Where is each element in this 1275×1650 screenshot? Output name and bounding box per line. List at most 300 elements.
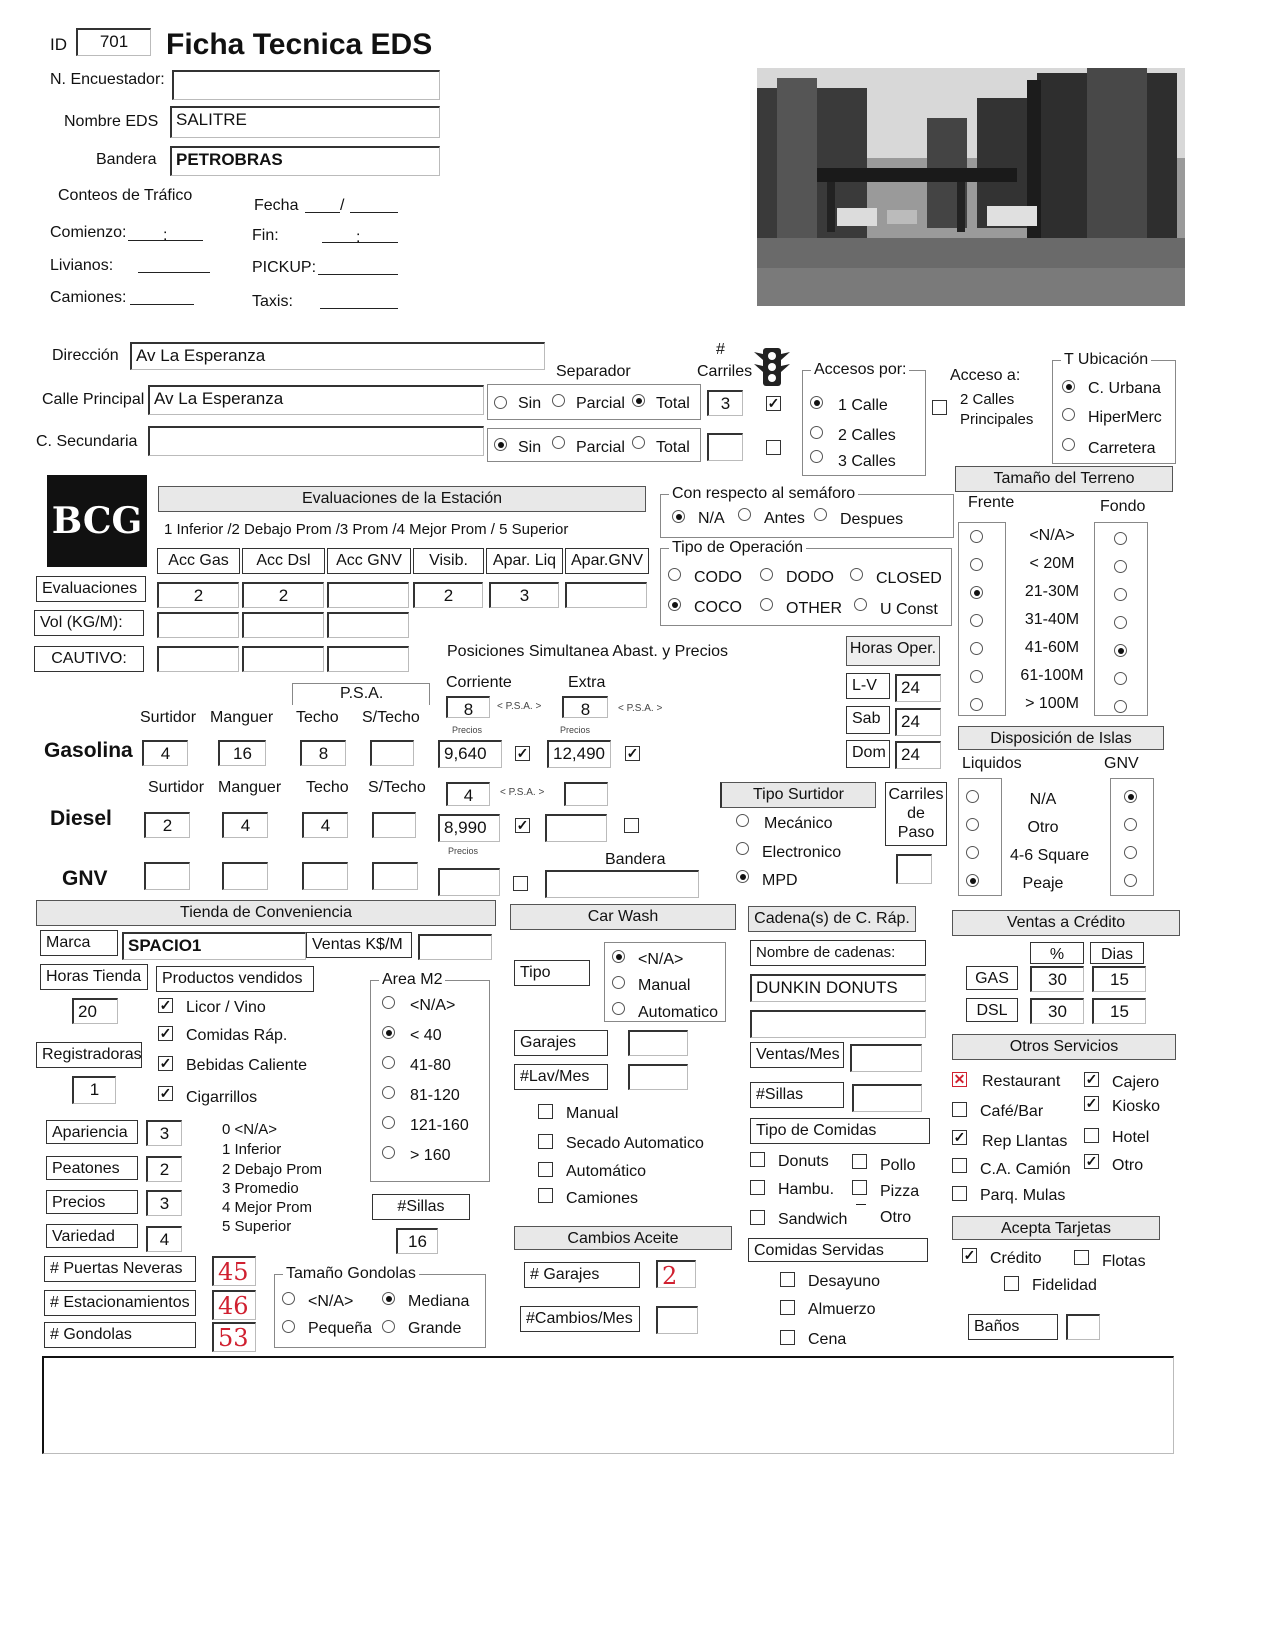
gas-precio-extra[interactable]: 12,490: [547, 740, 611, 768]
gnv-precio-check[interactable]: [513, 876, 528, 891]
tipo-surtidor-header: Tipo Surtidor: [720, 782, 876, 808]
servida-almuerzo-check[interactable]: [780, 1300, 795, 1315]
comida-donuts-check[interactable]: [750, 1152, 765, 1167]
extra-label: Extra: [568, 674, 606, 691]
terreno-fondo-radio-2[interactable]: [1114, 588, 1127, 601]
semaforo-na-radio[interactable]: [672, 510, 685, 523]
cautivo-acc-gas[interactable]: [157, 646, 239, 672]
vol-acc-gnv[interactable]: [327, 612, 409, 638]
servida-almuerzo-label: Almuerzo: [808, 1301, 876, 1318]
gnv-manguer-field[interactable]: [222, 862, 268, 890]
puertas-field[interactable]: 45: [212, 1256, 256, 1286]
eval-acc-gnv[interactable]: [327, 582, 409, 608]
carwash-na-radio[interactable]: [612, 950, 625, 963]
carwash-auto-label: Automatico: [638, 1004, 719, 1021]
terreno-frente-radio-1[interactable]: [970, 558, 983, 571]
terreno-fondo-radio-1[interactable]: [1114, 560, 1127, 573]
comida-sandwich-check[interactable]: [750, 1210, 765, 1225]
op-uconst-label: U Const: [880, 601, 938, 618]
tamano-gondolas-title: Tamaño Gondolas: [283, 1265, 419, 1283]
comida-pizza-check[interactable]: [852, 1180, 867, 1195]
corriente-label: Corriente: [446, 674, 512, 691]
comida-hambu-check[interactable]: [750, 1180, 765, 1195]
serv-cafe-label: Café/Bar: [980, 1103, 1044, 1120]
dsl-precios-label: Precios: [448, 846, 479, 856]
op-coco-label: COCO: [694, 599, 742, 616]
cw-manual-label: Manual: [566, 1105, 619, 1122]
nombre-eds-label: Nombre EDS: [64, 113, 159, 130]
terreno-frente-radio-6[interactable]: [970, 698, 983, 711]
acceso-a-label: Acceso a:: [950, 367, 1021, 384]
islas-option-2: 4-6 Square: [1010, 847, 1090, 864]
cambios-mes-field[interactable]: [656, 1306, 698, 1334]
islas-option-1: Otro: [1027, 819, 1059, 836]
ubicacion-title: T Ubicación: [1061, 351, 1151, 369]
horas-sab-field[interactable]: 24: [895, 708, 941, 736]
sep-principal-total-label: Total: [656, 395, 690, 412]
serv-mulas-check[interactable]: [952, 1186, 967, 1201]
op-dodo-radio[interactable]: [760, 568, 773, 581]
sep-secundaria-parcial-label: Parcial: [576, 439, 625, 456]
gas-techo-field[interactable]: 8: [300, 740, 346, 766]
cw-camiones-label: Camiones: [566, 1190, 639, 1207]
terreno-option-0: <N/A>: [1029, 527, 1075, 544]
gondolas-field[interactable]: 53: [212, 1322, 256, 1352]
ubicacion-urbana-radio[interactable]: [1062, 380, 1075, 393]
horas-lv-field[interactable]: 24: [895, 674, 941, 702]
servicios-header: Otros Servicios: [952, 1034, 1176, 1060]
servida-desayuno-check[interactable]: [780, 1272, 795, 1287]
calle-secundaria-field[interactable]: [148, 426, 484, 456]
cadenas-nombre-field[interactable]: DUNKIN DONUTS: [750, 974, 926, 1002]
banos-field[interactable]: [1066, 1314, 1100, 1340]
tarjeta-fidelidad-label: Fidelidad: [1032, 1277, 1097, 1294]
credito-pct-label: %: [1030, 942, 1084, 964]
op-uconst-radio[interactable]: [854, 598, 867, 611]
tienda-sillas-field[interactable]: 16: [396, 1228, 438, 1254]
terreno-fondo-radio-6[interactable]: [1114, 700, 1127, 713]
credito-dias-label: Dias: [1090, 942, 1144, 964]
gondolas-grande-radio[interactable]: [382, 1320, 395, 1333]
aceite-garajes-label: # Garajes: [524, 1262, 640, 1288]
carriles-label: Carriles: [697, 363, 753, 380]
productos-label: Productos vendidos: [156, 966, 314, 992]
sep-principal-parcial-radio[interactable]: [552, 394, 565, 407]
islas-liquidos-radio-1[interactable]: [966, 818, 979, 831]
cautivo-row-label: CAUTIVO:: [34, 646, 144, 672]
serv-camion-check[interactable]: [952, 1158, 967, 1173]
carwash-auto-radio[interactable]: [612, 1002, 625, 1015]
gondolas-grande-label: Grande: [408, 1320, 462, 1337]
terreno-option-3: 31-40M: [1024, 611, 1080, 628]
dsl-psa-arrow: < P.S.A. >: [500, 787, 545, 798]
gnv-surtidor-field[interactable]: [144, 862, 190, 890]
terreno-option-6: > 100M: [1025, 695, 1079, 712]
terreno-frente-radio-2[interactable]: [970, 586, 983, 599]
prod-bebidas-check[interactable]: ✓: [159, 1055, 172, 1071]
posiciones-title: Posiciones Simultanea Abast. y Precios: [447, 643, 729, 660]
lavmes-label: #Lav/Mes: [514, 1064, 608, 1090]
comida-otro-label: Otro: [880, 1209, 912, 1226]
vol-acc-dsl[interactable]: [242, 612, 324, 638]
ubicacion-hipermerc-label: HiperMerc: [1088, 409, 1162, 426]
carwash-garajes-field[interactable]: [628, 1030, 688, 1056]
eval-visib[interactable]: 2: [413, 582, 483, 608]
credito-dsl-label: DSL: [966, 998, 1018, 1022]
comida-otro-mark[interactable]: [856, 1204, 866, 1205]
terreno-frente-radio-0[interactable]: [970, 530, 983, 543]
op-dodo-label: DODO: [786, 569, 834, 586]
terreno-frente-radio-5[interactable]: [970, 670, 983, 683]
op-other-radio[interactable]: [760, 598, 773, 611]
semaforo-despues-label: Despues: [840, 511, 904, 528]
islas-liquidos-radio-2[interactable]: [966, 846, 979, 859]
secundaria-semaforo-check[interactable]: [766, 440, 781, 455]
fecha-day-line[interactable]: [305, 212, 340, 213]
comida-donuts-label: Donuts: [778, 1153, 829, 1170]
op-coco-radio[interactable]: [668, 598, 681, 611]
dsl-stecho-field[interactable]: [372, 812, 416, 838]
fecha-month-line[interactable]: [350, 212, 398, 213]
evaluaciones-scale: 1 Inferior /2 Debajo Prom /3 Prom /4 Mejor Prom / 5 Superior: [164, 521, 569, 538]
horas-header: Horas Oper.: [846, 636, 940, 666]
credito-dsl-pct[interactable]: 30: [1030, 998, 1084, 1024]
eval-apar-liq[interactable]: 3: [489, 582, 559, 608]
comments-field[interactable]: [42, 1356, 1174, 1454]
prod-cigarrillos-check[interactable]: ✓: [159, 1085, 172, 1101]
dsl-precio-extra[interactable]: [545, 814, 607, 842]
peatones-field[interactable]: 2: [146, 1156, 182, 1182]
gondolas-mediana-radio[interactable]: [382, 1292, 395, 1305]
legend-4: 4 Mejor Prom: [222, 1199, 313, 1216]
sep-secundaria-sin-label: Sin: [518, 439, 542, 456]
islas-liquidos-label: Liquidos: [962, 755, 1022, 772]
carriles-paso-field[interactable]: [896, 854, 932, 884]
aceite-garajes-field[interactable]: 2: [656, 1260, 696, 1288]
encuestador-field[interactable]: [172, 70, 440, 100]
livianos-label: Livianos:: [50, 257, 114, 274]
sep-secundaria-total-radio[interactable]: [632, 436, 645, 449]
comida-sandwich-label: Sandwich: [778, 1211, 848, 1228]
area-radio-5[interactable]: [382, 1146, 395, 1159]
sep-secundaria-parcial-radio[interactable]: [552, 436, 565, 449]
serv-kiosko-label: Kiosko: [1112, 1098, 1161, 1115]
id-field[interactable]: 701: [76, 28, 151, 56]
gnv-precio-field[interactable]: [438, 868, 500, 896]
terreno-frente-radio-3[interactable]: [970, 614, 983, 627]
prod-comidas-check[interactable]: ✓: [159, 1025, 172, 1041]
op-codo-radio[interactable]: [668, 568, 681, 581]
gnv-techo-field[interactable]: [302, 862, 348, 890]
eval-acc-gas[interactable]: 2: [157, 582, 239, 608]
ubicacion-hipermerc-radio[interactable]: [1062, 408, 1075, 421]
camiones-line[interactable]: [130, 304, 194, 305]
horas-tienda-label: Horas Tienda: [40, 964, 148, 990]
cw-manual-check[interactable]: [538, 1104, 553, 1119]
op-closed-radio[interactable]: [850, 568, 863, 581]
comida-hambu-label: Hambu.: [778, 1181, 835, 1198]
islas-gnv-radio-1[interactable]: [1124, 818, 1137, 831]
islas-liquidos-radio-0[interactable]: [966, 790, 979, 803]
horas-dom-label: Dom: [846, 740, 890, 768]
surtidor-electronico-label: Electronico: [762, 844, 842, 861]
sep-principal-total-radio[interactable]: [632, 394, 645, 407]
estacionamientos-label: # Estacionamientos: [44, 1290, 196, 1316]
terreno-header: Tamaño del Terreno: [955, 466, 1173, 492]
islas-gnv-radio-0[interactable]: [1124, 790, 1137, 803]
vol-acc-gas[interactable]: [157, 612, 239, 638]
islas-liquidos-radio-3[interactable]: [966, 874, 979, 887]
eval-apar-gnv[interactable]: [565, 582, 647, 608]
taxis-line[interactable]: [320, 308, 398, 309]
tarjeta-flotas-check[interactable]: [1074, 1250, 1089, 1265]
evaluaciones-header: Evaluaciones de la Estación: [158, 486, 646, 512]
nombre-eds-field[interactable]: SALITRE: [170, 106, 440, 138]
accesos-title: Accesos por:: [811, 361, 909, 379]
dsl-psa-extra-field[interactable]: [564, 782, 608, 806]
servida-cena-label: Cena: [808, 1331, 847, 1348]
dsl-techo-field[interactable]: 4: [302, 812, 348, 838]
livianos-line[interactable]: [138, 272, 210, 273]
credito-gas-label: GAS: [966, 966, 1018, 990]
cw-secado-check[interactable]: [538, 1134, 553, 1149]
credito-dsl-dias[interactable]: 15: [1092, 998, 1146, 1024]
gnv-stecho-field[interactable]: [372, 862, 418, 890]
accesos-1calle-radio[interactable]: [810, 396, 823, 409]
gondolas-na-radio[interactable]: [282, 1292, 295, 1305]
terreno-fondo-radio-0[interactable]: [1114, 532, 1127, 545]
cautivo-acc-gnv[interactable]: [327, 646, 409, 672]
area-radio-0[interactable]: [382, 996, 395, 1009]
dsl-stecho-label: S/Techo: [368, 779, 426, 796]
area-option-0: <N/A>: [410, 997, 456, 1014]
dsl-psa-field[interactable]: 4: [446, 782, 490, 806]
gas-manguer-label: Manguer: [210, 709, 274, 726]
op-closed-label: CLOSED: [876, 570, 942, 587]
dsl-surtidor-field[interactable]: 2: [144, 812, 190, 838]
variedad-label: Variedad: [46, 1224, 138, 1248]
col-acc-dsl: Acc Dsl: [242, 548, 325, 574]
col-visib: Visib.: [413, 548, 484, 574]
cadenas-sillas-label: #Sillas: [750, 1082, 844, 1108]
prod-cigarrillos-label: Cigarrillos: [186, 1089, 258, 1106]
horas-dom-field[interactable]: 24: [895, 741, 941, 769]
banos-label: Baños: [968, 1314, 1058, 1340]
accesos-2calles-label: 2 Calles: [838, 427, 896, 444]
gas-stecho-field[interactable]: [370, 740, 414, 766]
serv-cajero-check[interactable]: ✓: [1085, 1071, 1098, 1087]
gondolas-label: # Gondolas: [44, 1322, 196, 1348]
dsl-extra-check[interactable]: [624, 818, 639, 833]
sep-principal-sin-radio[interactable]: [494, 396, 507, 409]
gas-stecho-label: S/Techo: [362, 709, 420, 726]
terreno-fondo-radio-4[interactable]: [1114, 644, 1127, 657]
islas-gnv-radio-2[interactable]: [1124, 846, 1137, 859]
cw-automatico-check[interactable]: [538, 1162, 553, 1177]
terreno-option-5: 61-100M: [1020, 667, 1084, 684]
serv-mulas-label: Parq. Mulas: [980, 1187, 1066, 1204]
calle-principal-field[interactable]: Av La Esperanza: [148, 385, 484, 415]
prod-comidas-label: Comidas Ráp.: [186, 1027, 288, 1044]
cadenas-sillas-field[interactable]: [852, 1084, 922, 1112]
calle-principal-label: Calle Principal: [42, 391, 145, 408]
tarjeta-credito-label: Crédito: [990, 1250, 1042, 1267]
tarjeta-credito-check[interactable]: ✓: [963, 1247, 976, 1263]
carwash-garajes-label: Garajes: [514, 1030, 608, 1056]
cautivo-acc-dsl[interactable]: [242, 646, 324, 672]
gas-psa-arrow: < P.S.A. >: [497, 701, 542, 712]
cadenas-ventas-field[interactable]: [850, 1044, 922, 1072]
eval-acc-dsl[interactable]: 2: [242, 582, 324, 608]
horas-tienda-field[interactable]: 20: [72, 998, 118, 1024]
prod-licor-check[interactable]: ✓: [159, 997, 172, 1013]
accesos-2calles-radio[interactable]: [810, 426, 823, 439]
semaforo-despues-radio[interactable]: [814, 508, 827, 521]
gas-psa-arrow-extra: < P.S.A. >: [618, 703, 663, 714]
serv-cafe-check[interactable]: [952, 1102, 967, 1117]
terreno-fondo-radio-5[interactable]: [1114, 672, 1127, 685]
principal-carriles-field[interactable]: 3: [707, 390, 743, 416]
cadenas-ventas-label: Ventas/Mes: [750, 1042, 844, 1068]
dsl-precio-check[interactable]: ✓: [516, 817, 529, 833]
serv-kiosko-check[interactable]: ✓: [1085, 1095, 1098, 1111]
surtidor-mecanico-radio[interactable]: [736, 814, 749, 827]
islas-liquidos-group: [958, 778, 1002, 896]
serv-otro-check[interactable]: ✓: [1085, 1153, 1098, 1169]
pickup-line[interactable]: [318, 274, 398, 275]
horas-sab-label: Sab: [846, 706, 890, 734]
credito-gas-pct[interactable]: 30: [1030, 966, 1084, 992]
gondolas-pequena-label: Pequeña: [308, 1320, 373, 1337]
semaforo-antes-radio[interactable]: [738, 508, 751, 521]
col-apar-liq: Apar. Liq: [486, 548, 563, 574]
marca-label: Marca: [40, 930, 118, 956]
aceite-header: Cambios Aceite: [514, 1226, 732, 1250]
area-radio-4[interactable]: [382, 1116, 395, 1129]
precios-field[interactable]: 3: [146, 1190, 182, 1216]
dos-calles-check[interactable]: [932, 400, 947, 415]
sep-principal-parcial-label: Parcial: [576, 395, 625, 412]
registradoras-label: Registradoras: [36, 1042, 142, 1068]
area-radio-2[interactable]: [382, 1056, 395, 1069]
conteos-label: Conteos de Tráfico: [58, 187, 193, 204]
lavmes-field[interactable]: [628, 1064, 688, 1090]
semaforo-na-label: N/A: [698, 510, 725, 527]
terreno-option-1: < 20M: [1029, 555, 1075, 572]
terreno-fondo-radio-3[interactable]: [1114, 616, 1127, 629]
carwash-manual-label: Manual: [638, 977, 691, 994]
carwash-tipo-label: Tipo: [514, 960, 590, 986]
cw-automatico-label: Automático: [566, 1163, 647, 1180]
taxis-label: Taxis:: [252, 293, 293, 310]
ubicacion-urbana-label: C. Urbana: [1088, 380, 1161, 397]
carwash-manual-radio[interactable]: [612, 976, 625, 989]
accesos-3calles-radio[interactable]: [810, 450, 823, 463]
sep-principal-sin-label: Sin: [518, 395, 542, 412]
tarjeta-fidelidad-check[interactable]: [1004, 1276, 1019, 1291]
ventas-tienda-field[interactable]: [418, 934, 492, 960]
gas-psa-extra[interactable]: 8: [562, 696, 608, 718]
credito-gas-dias[interactable]: 15: [1092, 966, 1146, 992]
traffic-light-icon: [754, 346, 790, 388]
tipo-comidas-label: Tipo de Comidas: [750, 1118, 930, 1144]
islas-gnv-radio-3[interactable]: [1124, 874, 1137, 887]
gondolas-mediana-label: Mediana: [408, 1293, 470, 1310]
serv-restaurant-check[interactable]: ✕: [953, 1071, 966, 1087]
comida-pollo-check[interactable]: [852, 1154, 867, 1169]
marca-field[interactable]: SPACIO1: [122, 932, 306, 960]
gas-surtidor-label: Surtidor: [140, 709, 197, 726]
islas-option-0: N/A: [1029, 791, 1057, 808]
area-option-2: 41-80: [410, 1057, 451, 1074]
semaforo-antes-label: Antes: [764, 510, 805, 527]
carwash-na-label: <N/A>: [638, 951, 684, 968]
direccion-label: Dirección: [52, 347, 119, 364]
carriles-paso-label: Carriles de Paso: [885, 782, 947, 846]
estacionamientos-field[interactable]: 46: [212, 1290, 256, 1320]
surtidor-mpd-radio[interactable]: [736, 870, 749, 883]
islas-header: Disposición de Islas: [958, 726, 1164, 750]
accesos-1calle-label: 1 Calle: [838, 397, 888, 414]
registradoras-field[interactable]: 1: [72, 1076, 116, 1104]
gas-extra-check[interactable]: ✓: [626, 745, 639, 761]
secundaria-carriles-field[interactable]: [707, 433, 743, 461]
serv-hotel-check[interactable]: [1084, 1128, 1099, 1143]
ubicacion-carretera-radio[interactable]: [1062, 438, 1075, 451]
bandera-field[interactable]: PETROBRAS: [170, 146, 440, 176]
gas-precio-corriente[interactable]: 9,640: [438, 740, 502, 768]
gas-psa-corriente[interactable]: 8: [446, 696, 490, 718]
direccion-field[interactable]: Av La Esperanza: [130, 342, 545, 370]
dos-calles-line2: Principales: [960, 411, 1034, 428]
gas-manguer-field[interactable]: 16: [218, 740, 266, 766]
dsl-surtidor-label: Surtidor: [148, 779, 205, 796]
islas-option-3: Peaje: [1022, 875, 1064, 892]
gondolas-pequena-radio[interactable]: [282, 1320, 295, 1333]
ubicacion-carretera-label: Carretera: [1088, 440, 1156, 457]
bandera-label: Bandera: [96, 151, 157, 168]
terreno-frente-radio-4[interactable]: [970, 642, 983, 655]
variedad-field[interactable]: 4: [146, 1226, 182, 1252]
bcg-logo: BCG: [47, 475, 147, 567]
area-radio-1[interactable]: [382, 1026, 395, 1039]
dsl-techo-label: Techo: [306, 779, 349, 796]
fondo-label: Fondo: [1100, 498, 1146, 515]
gas-corriente-check[interactable]: ✓: [516, 745, 529, 761]
surtidor-electronico-radio[interactable]: [736, 842, 749, 855]
evaluaciones-row-label: Evaluaciones: [36, 576, 146, 602]
comida-pizza-label: Pizza: [880, 1183, 920, 1200]
cw-camiones-check[interactable]: [538, 1188, 553, 1203]
area-radio-3[interactable]: [382, 1086, 395, 1099]
serv-llantas-check[interactable]: ✓: [953, 1129, 966, 1145]
cadenas-nombre-field-2[interactable]: [750, 1010, 926, 1038]
area-option-5: > 160: [410, 1147, 451, 1164]
apariencia-field[interactable]: 3: [146, 1120, 182, 1146]
gondolas-na-label: <N/A>: [308, 1293, 354, 1310]
puertas-label: # Puertas Neveras: [44, 1256, 196, 1282]
sep-secundaria-sin-radio[interactable]: [494, 438, 507, 451]
principal-semaforo-check[interactable]: ✓: [767, 395, 780, 411]
gas-surtidor-field[interactable]: 4: [142, 740, 188, 766]
col-apar-gnv: Apar.GNV: [565, 548, 649, 574]
bandera-gnv-field[interactable]: [545, 870, 699, 898]
comidas-servidas-label: Comidas Servidas: [748, 1238, 928, 1262]
dsl-manguer-field[interactable]: 4: [222, 812, 268, 838]
servida-cena-check[interactable]: [780, 1330, 795, 1345]
dsl-precio[interactable]: 8,990: [438, 814, 500, 842]
area-option-4: 121-160: [410, 1117, 469, 1134]
